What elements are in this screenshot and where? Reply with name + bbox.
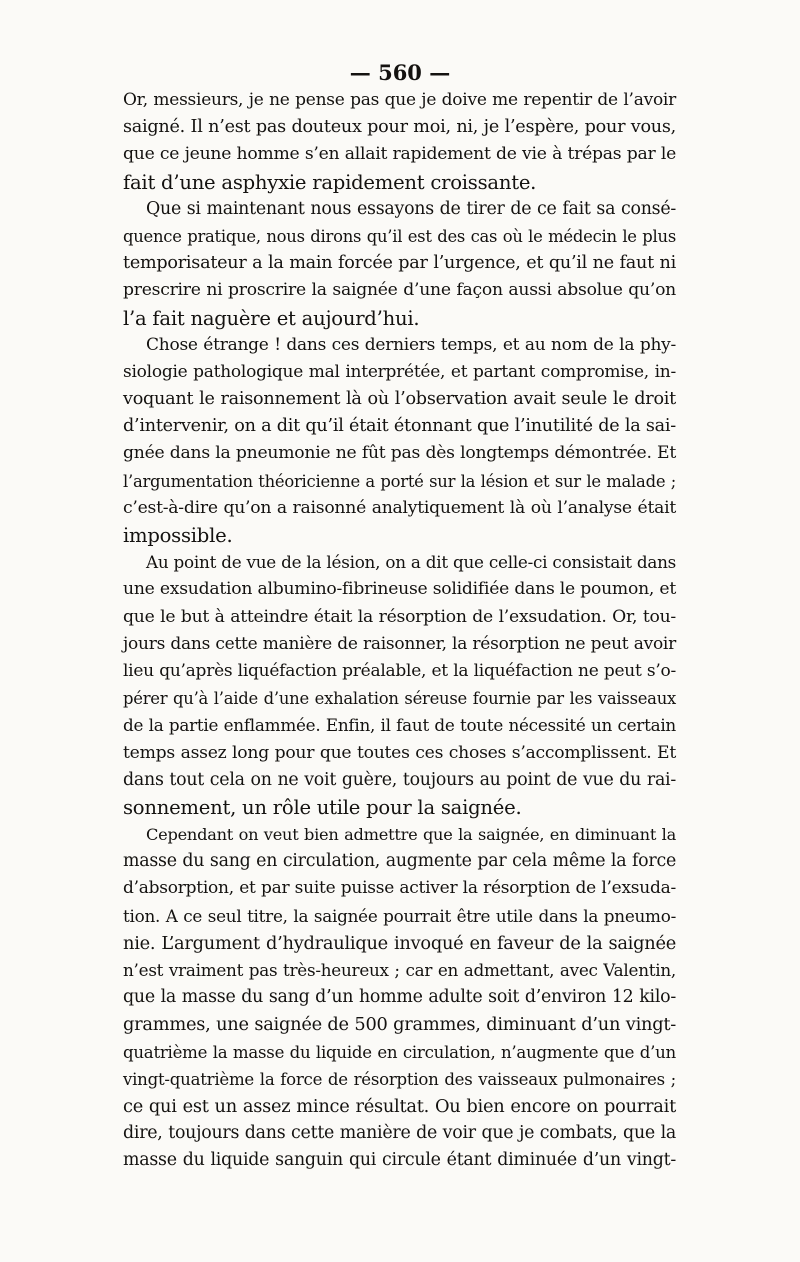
text-line: que la masse du sang d’un homme adulte soit d’environ 12 kilo- [123, 987, 676, 1008]
text-line: d’intervenir, on a dit qu’il était étonnant que l’inutilité de la sai- [123, 416, 676, 437]
text-line: une exsudation albumino-fibrineuse solidifiée dans le poumon, et [123, 579, 676, 600]
text-line: Que si maintenant nous essayons de tirer de ce fait sa consé- [146, 198, 676, 219]
text-line: masse du sang en circulation, augmente par cela même la force [123, 851, 676, 872]
text-line: grammes, une saignée de 500 grammes, diminuant d’un vingt- [123, 1014, 676, 1036]
text-line: siologie pathologique mal interprétée, et partant compromise, in- [123, 361, 676, 382]
text-line: que le but à atteindre était la résorption de l’exsudation. Or, tou- [123, 606, 676, 627]
body-text [123, 87, 676, 1175]
text-line: quatrième la masse du liquide en circulation, n’augmente que d’un [123, 1042, 676, 1062]
text-line: Au point de vue de la lésion, on a dit que celle-ci consistait dans [146, 552, 676, 573]
text-line: d’absorption, et par suite puisse activer la résorption de l’exsuda- [123, 878, 676, 899]
text-line: saigné. Il n’est pas douteux pour moi, ni, je l’espère, pour vous, [123, 117, 676, 138]
text-line: l’argumentation théoricienne a porté sur la lésion et sur le malade ; [123, 471, 676, 491]
text-line: lieu qu’après liquéfaction préalable, et la liquéfaction ne peut s’o- [123, 660, 676, 681]
text-line: sonnement, un rôle utile pour la saignée. [123, 795, 522, 819]
text-line: vingt-quatrième la force de résorption des vaisseaux pulmonaires ; [123, 1069, 676, 1089]
text-line: que ce jeune homme s’en allait rapidement de vie à trépas par le [123, 144, 676, 165]
text-line: c’est-à-dire qu’on a raisonné analytiquement là où l’analyse était [123, 497, 676, 518]
text-line: gnée dans la pneumonie ne fût pas dès longtemps démontrée. Et [123, 443, 676, 464]
text-line: impossible. [123, 524, 233, 547]
text-line: voquant le raisonnement là où l’observation avait seule le droit [123, 389, 676, 410]
text-line: n’est vraiment pas très-heureux ; car en admettant, avec Valentin, [123, 960, 676, 980]
page-number: — 560 — [349, 60, 451, 85]
text-line: pérer qu’à l’aide d’une exhalation séreuse fournie par les vaisseaux [123, 689, 676, 709]
text-line: masse du liquide sanguin qui circule étant diminuée d’un vingt- [123, 1150, 676, 1171]
text-line: Or, messieurs, je ne pense pas que je doive me repentir de l’avoir [123, 90, 676, 110]
text-line: dans tout cela on ne voit guère, toujours au point de vue du rai- [123, 769, 676, 790]
text-line: jours dans cette manière de raisonner, la résorption ne peut avoir [123, 633, 676, 654]
text-line: l’a fait naguère et aujourd’hui. [123, 306, 420, 330]
text-line: temps assez long pour que toutes ces choses s’accomplissent. Et [123, 742, 676, 763]
text-line: tion. A ce seul titre, la saignée pourrait être utile dans la pneumo- [123, 905, 676, 926]
text-line: nie. L’argument d’hydraulique invoqué en faveur de la saignée [123, 932, 676, 954]
text-line: Chose étrange ! dans ces derniers temps, et au nom de la phy- [146, 334, 676, 355]
text-line: quence pratique, nous dirons qu’il est des cas où le médecin le plus [123, 226, 676, 246]
text-line: Cependant on veut bien admettre que la saignée, en diminuant la [146, 825, 676, 845]
text-line: dire, toujours dans cette manière de voir que je combats, que la [123, 1123, 676, 1144]
text-line: ce qui est un assez mince résultat. Ou bien encore on pourrait [123, 1095, 676, 1117]
text-line: temporisateur a la main forcée par l’urgence, et qu’il ne faut ni [123, 253, 676, 274]
text-line: prescrire ni proscrire la saignée d’une façon aussi absolue qu’on [123, 280, 676, 301]
text-line: fait d’une asphyxie rapidement croissante. [123, 170, 537, 194]
text-line: de la partie enflammée. Enfin, il faut de toute nécessité un certain [123, 715, 676, 736]
